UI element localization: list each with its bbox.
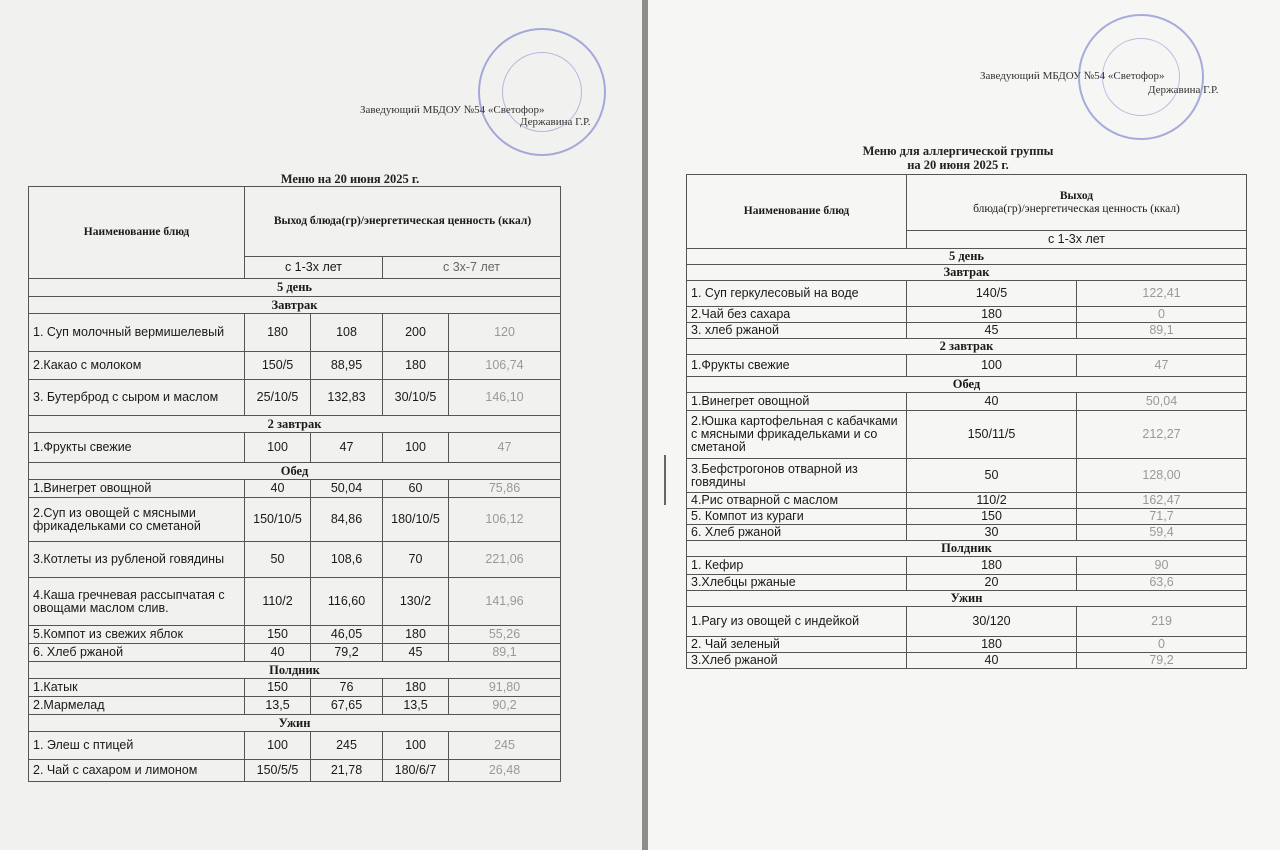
dish-name: 1. Суп молочный вермишелевый xyxy=(29,314,245,352)
kcal-value: 0 xyxy=(1077,307,1247,323)
kcal-value: 90,2 xyxy=(449,697,561,715)
dish-name: 3.Бефстрогонов отварной из говядины xyxy=(687,459,907,493)
kcal-value: 89,1 xyxy=(1077,323,1247,339)
col-dish-header: Наименование блюд xyxy=(29,187,245,279)
kcal-value: 79,2 xyxy=(311,644,383,662)
portion-value: 180 xyxy=(245,314,311,352)
portion-value: 40 xyxy=(907,393,1077,411)
age-1-3: с 1-3х лет xyxy=(907,231,1247,249)
menu-title: Меню на 20 июня 2025 г. xyxy=(280,172,420,186)
kcal-value: 47 xyxy=(1077,355,1247,377)
age-3-7: с 3х-7 лет xyxy=(383,257,561,279)
dish-name: 1.Винегрет овощной xyxy=(29,480,245,498)
portion-value: 25/10/5 xyxy=(245,380,311,416)
kcal-value: 76 xyxy=(311,679,383,697)
dish-name: 4.Каша гречневая рассыпчатая с овощами маслом слив. xyxy=(29,578,245,626)
kcal-value: 63,6 xyxy=(1077,575,1247,591)
section-row xyxy=(687,339,1247,355)
kcal-value: 0 xyxy=(1077,637,1247,653)
kcal-value: 116,60 xyxy=(311,578,383,626)
portion-value: 50 xyxy=(245,542,311,578)
dish-name: 1. Элеш с птицей xyxy=(29,732,245,760)
portion-value: 45 xyxy=(907,323,1077,339)
portion-value: 130/2 xyxy=(383,578,449,626)
portion-value: 13,5 xyxy=(245,697,311,715)
portion-value: 180 xyxy=(383,626,449,644)
kcal-value: 122,41 xyxy=(1077,281,1247,307)
dish-name: 2. Чай зеленый xyxy=(687,637,907,653)
kcal-value: 106,12 xyxy=(449,498,561,542)
portion-value: 13,5 xyxy=(383,697,449,715)
portion-value: 30/120 xyxy=(907,607,1077,637)
kcal-value: 245 xyxy=(311,732,383,760)
kcal-value: 71,7 xyxy=(1077,509,1247,525)
dish-name: 3. Бутерброд с сыром и маслом xyxy=(29,380,245,416)
portion-value: 70 xyxy=(383,542,449,578)
kcal-value: 50,04 xyxy=(311,480,383,498)
dish-name: 2.Чай без сахара xyxy=(687,307,907,323)
portion-value: 100 xyxy=(907,355,1077,377)
table-row xyxy=(687,493,1247,509)
dish-name: 2.Суп из овощей с мясными фрикадельками со сметаной xyxy=(29,498,245,542)
section-title: Ужин xyxy=(29,715,561,732)
table-row xyxy=(687,393,1247,411)
table-row xyxy=(29,626,561,644)
kcal-value: 245 xyxy=(449,732,561,760)
portion-value: 100 xyxy=(383,732,449,760)
table-row xyxy=(29,644,561,662)
portion-value: 30/10/5 xyxy=(383,380,449,416)
dish-name: 2.Мармелад xyxy=(29,697,245,715)
header-row xyxy=(29,187,561,257)
kcal-value: 75,86 xyxy=(449,480,561,498)
dish-name: 2. Чай с сахаром и лимоном xyxy=(29,760,245,782)
portion-value: 40 xyxy=(907,653,1077,669)
director-label: Заведующий МБДОУ №54 «Светофор» xyxy=(360,104,545,116)
col-output-line2: блюда(гр)/энергетическая ценность (ккал) xyxy=(973,202,1180,215)
section-row xyxy=(687,265,1247,281)
section-row xyxy=(29,416,561,433)
menu-title-line2: на 20 июня 2025 г. xyxy=(907,158,1009,172)
day-label: 5 день xyxy=(29,279,561,297)
kcal-value: 89,1 xyxy=(449,644,561,662)
table-row xyxy=(687,653,1247,669)
table-row xyxy=(29,542,561,578)
portion-value: 45 xyxy=(383,644,449,662)
kcal-value: 120 xyxy=(449,314,561,352)
section-row xyxy=(29,463,561,480)
dish-name: 3. хлеб ржаной xyxy=(687,323,907,339)
right-menu-table xyxy=(686,174,1247,669)
dish-name: 3.Хлебцы ржаные xyxy=(687,575,907,591)
page-edge-mark xyxy=(664,455,666,505)
table-row xyxy=(29,732,561,760)
portion-value: 100 xyxy=(383,433,449,463)
portion-value: 150/5/5 xyxy=(245,760,311,782)
right-menu-sheet xyxy=(648,0,1280,850)
portion-value: 180/10/5 xyxy=(383,498,449,542)
section-title: Завтрак xyxy=(687,265,1247,281)
portion-value: 180 xyxy=(907,307,1077,323)
kcal-value: 67,65 xyxy=(311,697,383,715)
kcal-value: 108 xyxy=(311,314,383,352)
dish-name: 6. Хлеб ржаной xyxy=(29,644,245,662)
dish-name: 5.Компот из свежих яблок xyxy=(29,626,245,644)
table-row xyxy=(29,760,561,782)
table-row xyxy=(29,679,561,697)
portion-value: 150 xyxy=(245,679,311,697)
col-output-line1: Выход xyxy=(1059,189,1094,202)
dish-name: 3.Хлеб ржаной xyxy=(687,653,907,669)
kcal-value: 46,05 xyxy=(311,626,383,644)
portion-value: 20 xyxy=(907,575,1077,591)
dish-name: 2.Юшка картофельная с кабачками с мясными фрикадельками и со сметаной xyxy=(687,411,907,459)
age-1-3: с 1-3х лет xyxy=(245,257,383,279)
col-output-header: Выход блюда(гр)/энергетическая ценность (ккал) xyxy=(245,187,561,257)
official-stamp xyxy=(478,28,606,156)
table-row xyxy=(29,352,561,380)
dish-name: 1.Рагу из овощей с индейкой xyxy=(687,607,907,637)
kcal-value: 50,04 xyxy=(1077,393,1247,411)
portion-value: 150 xyxy=(907,509,1077,525)
portion-value: 180 xyxy=(383,679,449,697)
section-title: Полдник xyxy=(29,662,561,679)
table-row xyxy=(687,525,1247,541)
kcal-value: 91,80 xyxy=(449,679,561,697)
kcal-value: 26,48 xyxy=(449,760,561,782)
portion-value: 100 xyxy=(245,433,311,463)
kcal-value: 219 xyxy=(1077,607,1247,637)
menu-title-line1: Меню для аллергической группы xyxy=(862,144,1054,158)
kcal-value: 212,27 xyxy=(1077,411,1247,459)
kcal-value: 90 xyxy=(1077,557,1247,575)
section-title: 2 завтрак xyxy=(687,339,1247,355)
kcal-value: 88,95 xyxy=(311,352,383,380)
section-title: Полдник xyxy=(687,541,1247,557)
portion-value: 150/11/5 xyxy=(907,411,1077,459)
dish-name: 1.Фрукты свежие xyxy=(29,433,245,463)
kcal-value: 162,47 xyxy=(1077,493,1247,509)
left-menu-table xyxy=(28,186,561,782)
table-row xyxy=(687,575,1247,591)
day-label: 5 день xyxy=(687,249,1247,265)
kcal-value: 132,83 xyxy=(311,380,383,416)
dish-name: 4.Рис отварной с маслом xyxy=(687,493,907,509)
section-row xyxy=(29,662,561,679)
section-row xyxy=(687,591,1247,607)
official-stamp xyxy=(1078,14,1204,140)
table-row xyxy=(687,637,1247,653)
section-row xyxy=(29,715,561,732)
table-row xyxy=(687,411,1247,459)
kcal-value: 128,00 xyxy=(1077,459,1247,493)
portion-value: 150/5 xyxy=(245,352,311,380)
table-row xyxy=(29,380,561,416)
table-row xyxy=(29,578,561,626)
dish-name: 6. Хлеб ржаной xyxy=(687,525,907,541)
table-row xyxy=(687,323,1247,339)
section-title: Обед xyxy=(687,377,1247,393)
dish-name: 1.Катык xyxy=(29,679,245,697)
dish-name: 1. Суп геркулесовый на воде xyxy=(687,281,907,307)
kcal-value: 108,6 xyxy=(311,542,383,578)
portion-value: 180 xyxy=(907,557,1077,575)
header-row xyxy=(687,175,1247,231)
table-row xyxy=(29,480,561,498)
portion-value: 140/5 xyxy=(907,281,1077,307)
kcal-value: 47 xyxy=(311,433,383,463)
kcal-value: 106,74 xyxy=(449,352,561,380)
dish-name: 5. Компот из кураги xyxy=(687,509,907,525)
director-label: Заведующий МБДОУ №54 «Светофор» xyxy=(980,70,1165,82)
kcal-value: 84,86 xyxy=(311,498,383,542)
table-row xyxy=(29,314,561,352)
portion-value: 110/2 xyxy=(245,578,311,626)
portion-value: 200 xyxy=(383,314,449,352)
portion-value: 150/10/5 xyxy=(245,498,311,542)
portion-value: 110/2 xyxy=(907,493,1077,509)
portion-value: 40 xyxy=(245,480,311,498)
dish-name: 3.Котлеты из рубленой говядины xyxy=(29,542,245,578)
table-row xyxy=(687,459,1247,493)
portion-value: 100 xyxy=(245,732,311,760)
table-row xyxy=(29,498,561,542)
table-row xyxy=(687,281,1247,307)
director-signer: Державина Г.Р. xyxy=(520,116,591,128)
col-dish-header: Наименование блюд xyxy=(687,175,907,249)
section-row xyxy=(687,377,1247,393)
kcal-value: 21,78 xyxy=(311,760,383,782)
section-title: 2 завтрак xyxy=(29,416,561,433)
portion-value: 150 xyxy=(245,626,311,644)
portion-value: 60 xyxy=(383,480,449,498)
section-row xyxy=(687,541,1247,557)
dish-name: 1. Кефир xyxy=(687,557,907,575)
dish-name: 1.Фрукты свежие xyxy=(687,355,907,377)
table-row xyxy=(687,509,1247,525)
section-title: Обед xyxy=(29,463,561,480)
portion-value: 50 xyxy=(907,459,1077,493)
table-row xyxy=(687,355,1247,377)
table-row xyxy=(29,697,561,715)
kcal-value: 146,10 xyxy=(449,380,561,416)
kcal-value: 221,06 xyxy=(449,542,561,578)
dish-name: 1.Винегрет овощной xyxy=(687,393,907,411)
kcal-value: 79,2 xyxy=(1077,653,1247,669)
table-row xyxy=(687,307,1247,323)
table-row xyxy=(687,557,1247,575)
kcal-value: 55,26 xyxy=(449,626,561,644)
section-row xyxy=(29,297,561,314)
section-title: Ужин xyxy=(687,591,1247,607)
day-row xyxy=(687,249,1247,265)
portion-value: 40 xyxy=(245,644,311,662)
portion-value: 30 xyxy=(907,525,1077,541)
col-output-header xyxy=(907,175,1247,231)
kcal-value: 47 xyxy=(449,433,561,463)
portion-value: 180 xyxy=(907,637,1077,653)
day-row xyxy=(29,279,561,297)
kcal-value: 141,96 xyxy=(449,578,561,626)
portion-value: 180 xyxy=(383,352,449,380)
table-row xyxy=(687,607,1247,637)
table-row xyxy=(29,433,561,463)
kcal-value: 59,4 xyxy=(1077,525,1247,541)
director-signer: Державина Г.Р. xyxy=(1148,84,1219,96)
section-title: Завтрак xyxy=(29,297,561,314)
dish-name: 2.Какао с молоком xyxy=(29,352,245,380)
portion-value: 180/6/7 xyxy=(383,760,449,782)
